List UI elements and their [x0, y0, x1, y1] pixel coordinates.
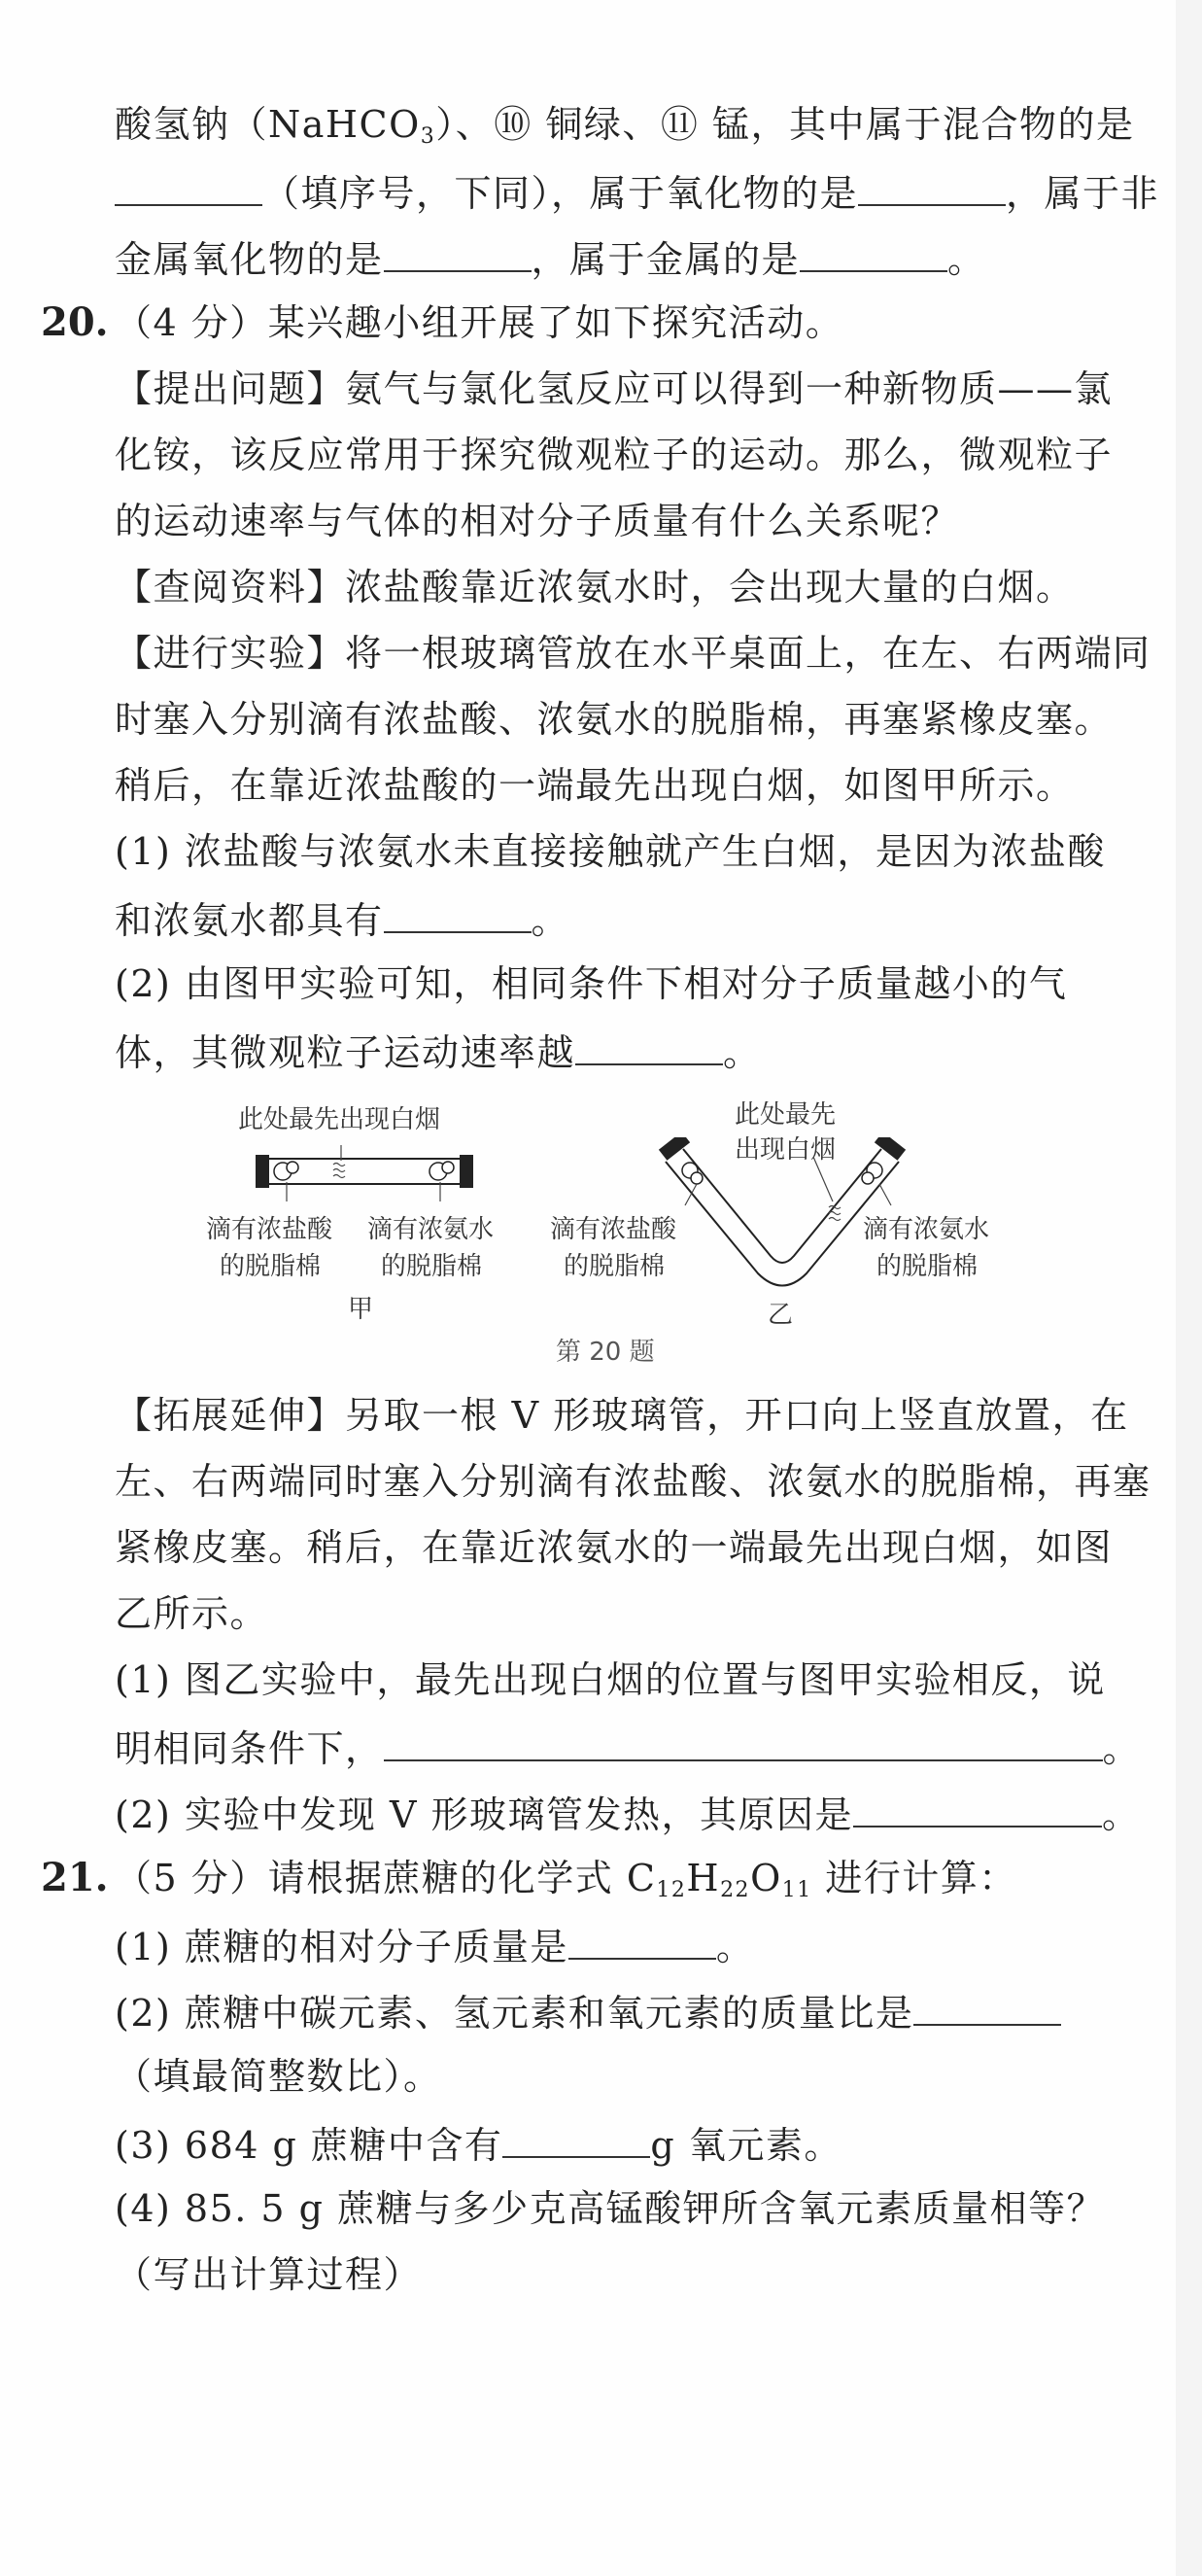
q20-sub2-line1: (2) 由图甲实验可知，相同条件下相对分子质量越小的气: [115, 962, 1068, 1005]
q21-part3: (3) 684 g 蔗糖中含有 g 氧元素。: [115, 2121, 842, 2167]
fig-jia-name: 甲: [348, 1295, 374, 1324]
q21-intro: （5 分）请根据蔗糖的化学式 $C_{12}H_{22}O_{11}$ 进行计算：: [115, 1857, 1017, 1902]
q20-ext-sub1-line2: 明相同条件下， 。: [115, 1724, 1141, 1770]
q21-part4-line1: (4) 85. 5 g 蔗糖与多少克高锰酸钾所含氧元素质量相等？: [115, 2187, 1106, 2230]
q21-part1: (1) 蔗糖的相对分子质量是 。: [115, 1923, 754, 1968]
answer-blank-molar-mass[interactable]: [568, 1923, 716, 1960]
question-number-21: 21.: [41, 1855, 109, 1900]
q20-exp-3: 稍后，在靠近浓盐酸的一端最先出现白烟，如图甲所示。: [115, 764, 1075, 807]
answer-blank-nonmetal-oxide[interactable]: [384, 235, 532, 272]
q20-ext-sub2: (2) 实验中发现 V 形玻璃管发热，其原因是 。: [115, 1791, 1141, 1836]
q19-line-3: 金属氧化物的是 ，属于金属的是 。: [115, 235, 986, 281]
fig-yi-top-label-2: 出现白烟: [735, 1135, 837, 1165]
answer-blank-heat-reason[interactable]: [853, 1791, 1102, 1828]
fig-yi-name: 乙: [768, 1301, 794, 1330]
fig-yi-left-label-1: 滴有浓盐酸: [550, 1215, 677, 1244]
answer-blank-speed[interactable]: [575, 1028, 723, 1065]
q21-part2-line1: (2) 蔗糖中碳元素、氢元素和氧元素的质量比是: [115, 1989, 1061, 2035]
q19-line-1: 酸氢钠（NaHCO$_3$）、⑩ 铜绿、⑪ 锰，其中属于混合物的是: [115, 103, 1135, 149]
q20-ext-sub1-line1: (1) 图乙实验中，最先出现白烟的位置与图甲实验相反，说: [115, 1658, 1106, 1701]
q20-problem-2: 化铵，该反应常用于探究微观粒子的运动。那么，微观粒子: [115, 434, 1114, 476]
answer-blank-oxide[interactable]: [858, 169, 1006, 206]
answer-blank-mixture[interactable]: [115, 169, 262, 206]
q20-sub1-line1: (1) 浓盐酸与浓氨水未直接接触就产生白烟，是因为浓盐酸: [115, 830, 1106, 873]
answer-blank-oxygen-mass[interactable]: [502, 2121, 650, 2158]
q20-ext-3: 紧橡皮塞。稍后，在靠近浓氨水的一端最先出现白烟，如图: [115, 1526, 1114, 1569]
fig-jia-left-label-1: 滴有浓盐酸: [206, 1215, 333, 1244]
q20-exp-2: 时塞入分别滴有浓盐酸、浓氨水的脱脂棉，再塞紧橡皮塞。: [115, 698, 1114, 741]
fig-jia-top-label: 此处最先出现白烟: [238, 1105, 441, 1134]
answer-blank-metal[interactable]: [800, 235, 947, 272]
q20-material: 【查阅资料】浓盐酸靠近浓氨水时，会出现大量的白烟。: [115, 566, 1075, 609]
question-number-20: 20.: [41, 299, 109, 345]
q21-part2-line2: （填最简整数比）。: [115, 2055, 442, 2098]
answer-blank-conclusion[interactable]: [384, 1724, 1103, 1761]
fig-yi-top-label-1: 此处最先: [735, 1100, 837, 1130]
q20-intro: （4 分）某兴趣小组开展了如下探究活动。: [115, 301, 844, 344]
fig-jia-left-label-2: 的脱脂棉: [220, 1252, 322, 1281]
fig-yi-right-label-2: 的脱脂棉: [876, 1252, 979, 1281]
fig-yi-right-label-1: 滴有浓氨水: [863, 1215, 990, 1244]
q20-ext-2: 左、右两端同时塞入分别滴有浓盐酸、浓氨水的脱脂棉，再塞: [115, 1460, 1151, 1503]
q20-problem-3: 的运动速率与气体的相对分子质量有什么关系呢？: [115, 500, 960, 542]
fig-jia-tube-diagram: [248, 1137, 481, 1205]
q20-exp-1: 【进行实验】将一根玻璃管放在水平桌面上，在左、右两端同: [115, 632, 1151, 675]
q19-line-2: （填序号，下同），属于氧化物的是 ，属于非: [115, 169, 1159, 215]
q20-problem-1: 【提出问题】氨气与氯化氢反应可以得到一种新物质——氯: [115, 367, 1114, 410]
answer-blank-property[interactable]: [384, 896, 532, 933]
q21-part4-line2: （写出计算过程）: [115, 2253, 423, 2296]
q20-ext-1: 【拓展延伸】另取一根 V 形玻璃管，开口向上竖直放置，在: [115, 1394, 1129, 1437]
fig-jia-right-label-2: 的脱脂棉: [381, 1252, 483, 1281]
q20-sub2-line2: 体，其微观粒子运动速率越 。: [115, 1028, 762, 1074]
answer-blank-mass-ratio[interactable]: [913, 1989, 1061, 2026]
q20-sub1-line2: 和浓氨水都具有 。: [115, 896, 569, 942]
fig-jia-right-label-1: 滴有浓氨水: [367, 1215, 495, 1244]
q20-ext-4: 乙所示。: [115, 1592, 269, 1635]
figure-caption: 第 20 题: [556, 1338, 655, 1367]
fig-yi-left-label-2: 的脱脂棉: [564, 1252, 666, 1281]
